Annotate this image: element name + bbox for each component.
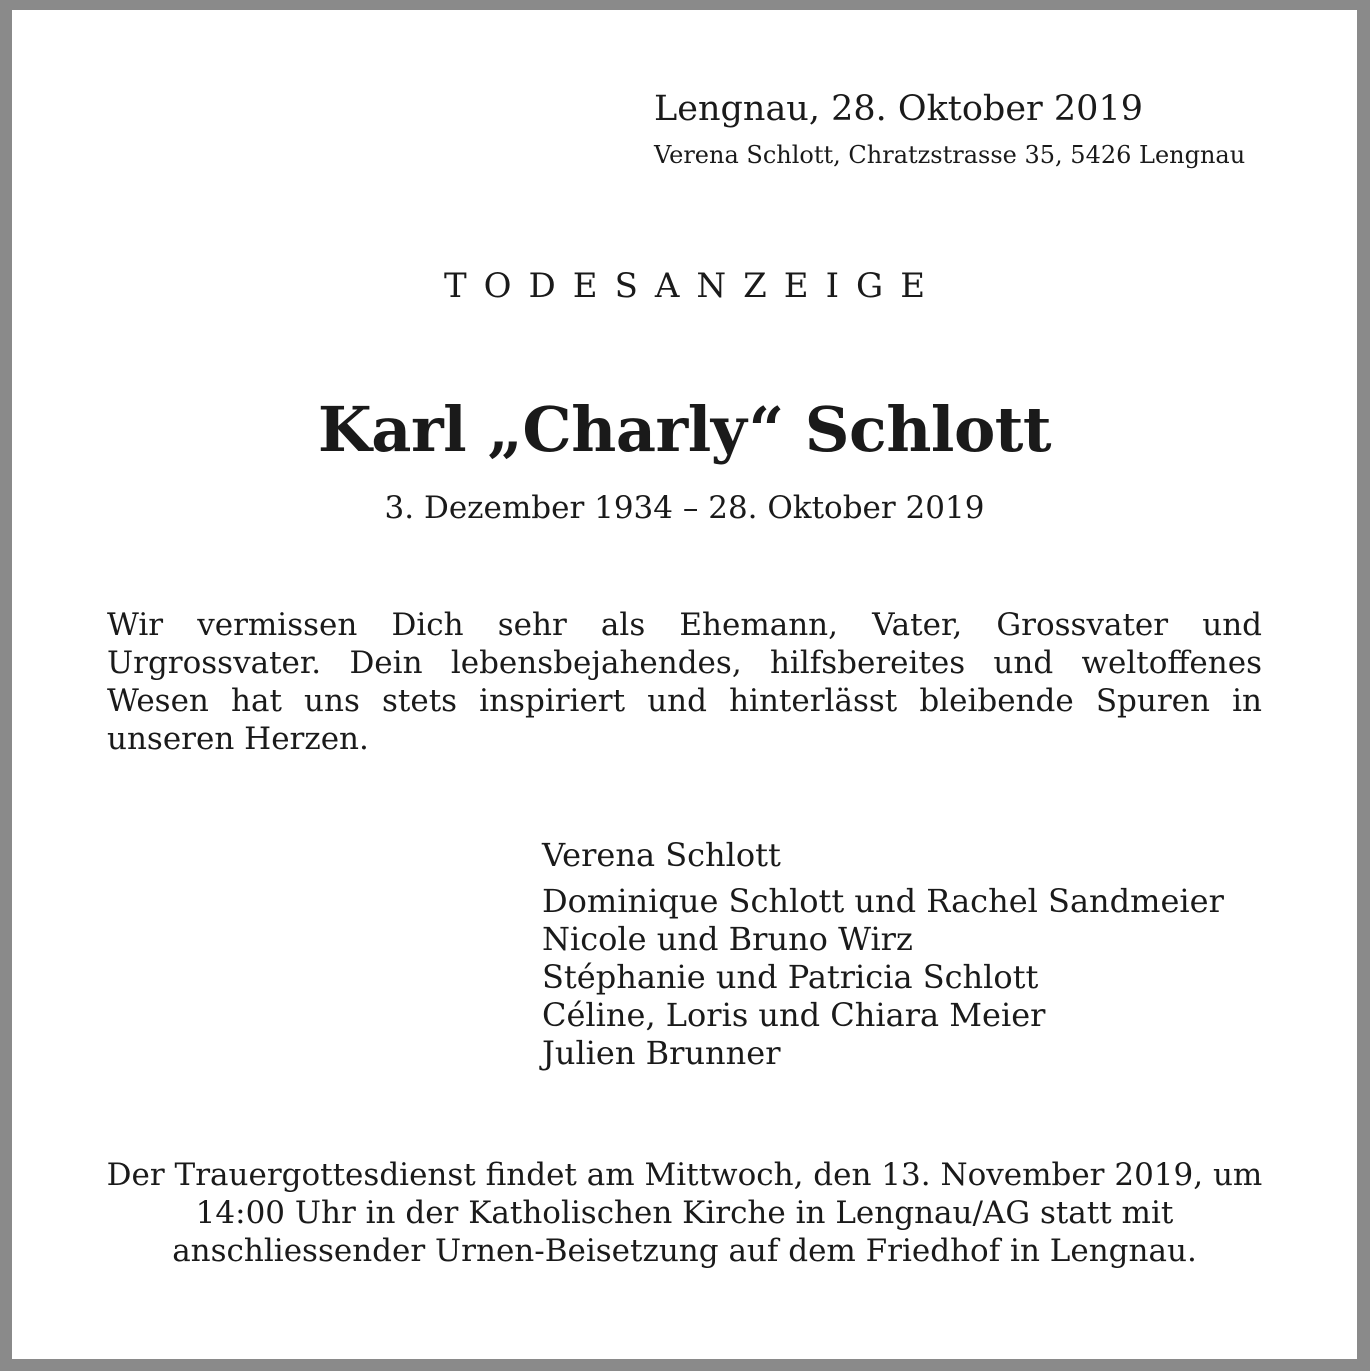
tribute-text: Wir vermissen Dich sehr als Ehemann, Vater, Grossvater und Urgrossvater. Dein lebensbejahendes, hilfsbereites und weltoffenes Wesen hat uns stets inspiriert und hinterlässt bleibende Spuren in unseren Herzen. (107, 607, 1262, 757)
mourners-list (542, 836, 1224, 1072)
mourner-name: Nicole und Bruno Wirz (542, 920, 913, 958)
sender-address: Verena Schlott, Chratzstrasse 35, 5426 Lengnau (654, 141, 1246, 169)
obituary-page (12, 10, 1357, 1359)
place-date: Lengnau, 28. Oktober 2019 (654, 89, 1143, 129)
deceased-name: Karl „Charly“ Schlott (317, 393, 1052, 466)
notice-kicker: TODESANZEIGE (443, 266, 943, 306)
mourner-name: Dominique Schlott und Rachel Sandmeier (542, 882, 1224, 920)
mourner-name: Julien Brunner (542, 1034, 781, 1072)
header-block (654, 88, 1245, 170)
mourner-name: Verena Schlott (542, 836, 781, 874)
mourner-name: Céline, Loris und Chiara Meier (542, 996, 1046, 1034)
service-info: Der Trauergottesdienst findet am Mittwoch, den 13. November 2019, um 14:00 Uhr in der Katholischen Kirche in Lengnau/AG statt mit anschliessender Urnen-Beisetzung auf dem Friedhof in Lengnau. (106, 1157, 1263, 1269)
life-dates: 3. Dezember 1934 – 28. Oktober 2019 (384, 490, 985, 526)
mourner-name: Stéphanie und Patricia Schlott (542, 958, 1039, 996)
